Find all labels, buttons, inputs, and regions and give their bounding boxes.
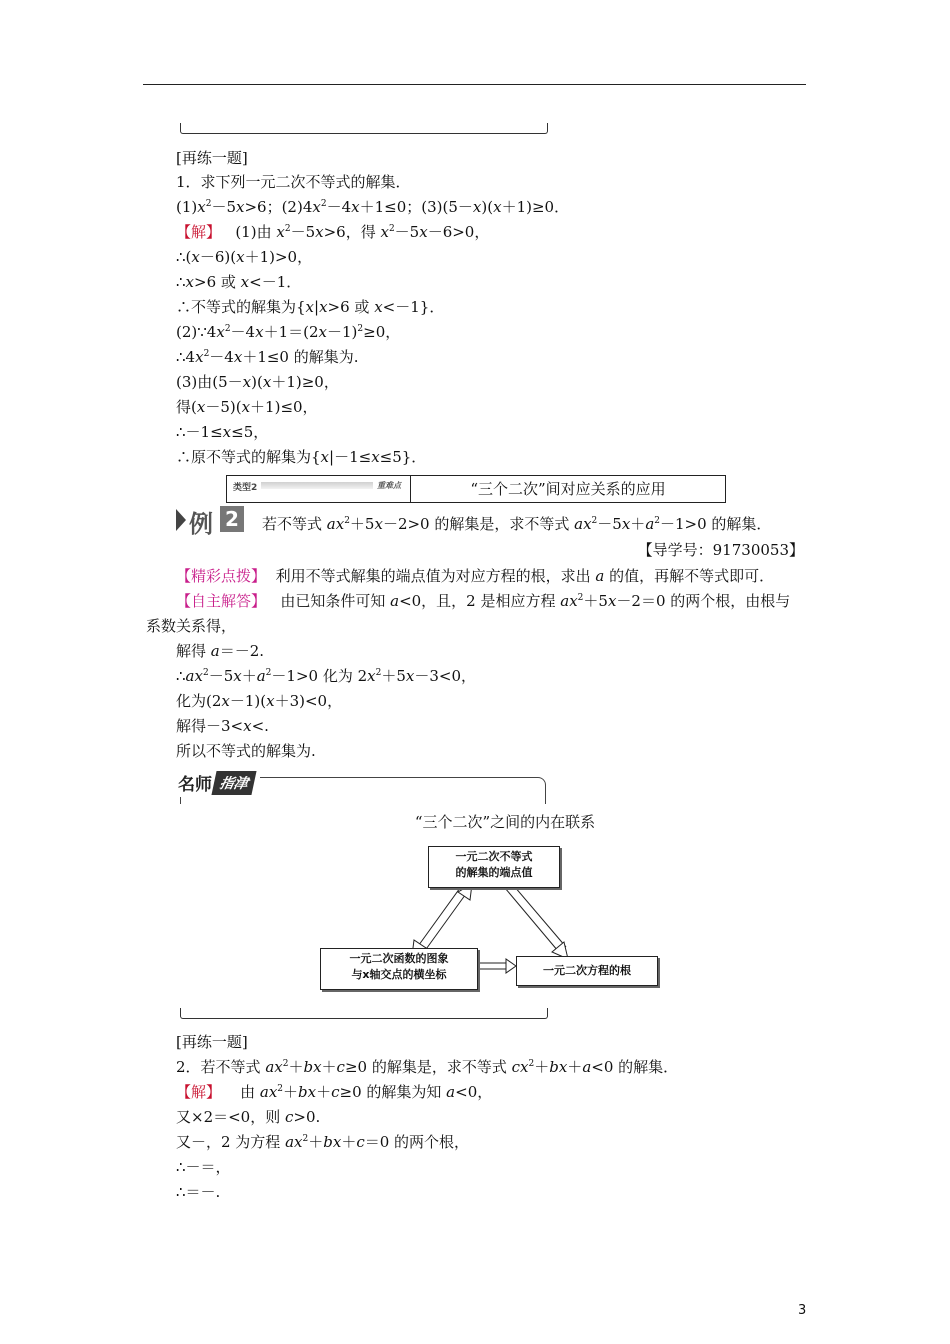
practice2-solution-3: 又－，2 为方程 $ax^2+bx+c=0$ 的两个根， <box>176 1133 470 1151</box>
solution-line-1: 【解】 (1)由 $x^2-5x>6$，得 $x^2-5x-6>0$， <box>176 223 490 241</box>
answer-tag: 【自主解答】 <box>176 592 267 610</box>
type-tag: 类型2 <box>233 483 258 493</box>
solution-line-3: ∴x>6 或 x<－1． <box>176 273 302 291</box>
box-function-graph <box>320 948 478 990</box>
practice2-solution-tag: 【解】 <box>176 1083 222 1101</box>
type-tag-bar <box>261 482 373 489</box>
hint-tag: 【精彩点拨】 <box>176 567 267 585</box>
solution-line-9: ∴－1≤x≤5， <box>176 423 269 441</box>
box-left-line-2: 与x轴交点的横坐标 <box>351 968 447 981</box>
box-left-line-1: 一元二次函数的图象 <box>349 952 449 965</box>
example-badge-number: 2 <box>220 506 244 532</box>
answer-line-3: $\therefore ax^2-5x+a^2-1>0$ 化为 $2x^2+5x-3<0$， <box>176 667 477 685</box>
tips-header <box>180 773 546 803</box>
answer-line-6: 所以不等式的解集为. <box>176 742 316 760</box>
hint-line: 【精彩点拨】 利用不等式解集的端点值为对应方程的根，求出 a 的值，再解不等式即可． <box>176 567 775 585</box>
box-inequality-endpoints <box>428 846 560 888</box>
solution-line-10: ∴原不等式的解集为{x|－1≤x≤5}． <box>176 448 427 466</box>
box-top-line-1: 一元二次不等式 <box>455 850 533 863</box>
example-question: 若不等式 $ax^2+5x-2>0$ 的解集是，求不等式 $ax^2-5x+a^2-1>0$ 的解集． <box>262 515 772 533</box>
practice2-question: 2．若不等式 $ax^2+bx+c\ge 0$ 的解集是，求不等式 $cx^2+bx+a<0$ 的解集． <box>176 1058 679 1076</box>
type-section-header <box>226 475 726 503</box>
answer-line-2: 解得 a＝－2. <box>176 642 265 660</box>
solution-tag: 【解】 <box>176 223 222 241</box>
practice2-header: [再练一题] <box>176 1033 248 1051</box>
type-tag-level: 重难点 <box>377 481 401 490</box>
practice-header: [再练一题] <box>176 149 248 167</box>
arrow-left-line-2 <box>424 891 468 952</box>
example-badge <box>176 505 246 538</box>
practice-items: $(1)x^2-5x>6$；$(2)4x^2-4x+1\le 0$；(3)(5－x)(x＋1)≥0． <box>176 198 570 216</box>
answer-line-1: 【自主解答】 由已知条件可知 a<0，且，2 是相应方程 $ax^2+5x-2=0$ 的两个根，由根与 <box>176 592 791 610</box>
practice2-solution-2: 又×2＝<0，则 c>0. <box>176 1108 321 1126</box>
page-number: 3 <box>798 1303 807 1318</box>
header-rule <box>143 84 806 85</box>
tips-label <box>178 770 260 797</box>
box-equation-roots: 一元二次方程的根 <box>516 956 658 986</box>
practice2-solution-5: ∴＝－. <box>176 1183 221 1201</box>
guide-number: 【导学号：91730053】 <box>637 541 804 559</box>
answer-line-4: 化为(2x－1)(x＋3)<0， <box>176 692 343 710</box>
practice2-solution-1: 【解】 由 $ax^2+bx+c\ge 0$ 的解集为知 a<0， <box>176 1083 493 1101</box>
example-arrow-icon <box>176 509 186 531</box>
practice-question: 1．求下列一元二次不等式的解集． <box>176 173 411 191</box>
arrow-right-line-2 <box>514 886 566 947</box>
answer-line-1b: 系数关系得， <box>146 617 237 635</box>
tips-label-badge: 指津 <box>211 771 256 795</box>
solution-line-2: ∴(x－6)(x＋1)>0， <box>176 248 313 266</box>
solution-line-8: 得(x－5)(x＋1)≤0， <box>176 398 318 416</box>
solution-line-6: $\therefore 4x^2-4x+1\le 0$ 的解集为. <box>176 348 359 366</box>
example-badge-char: 例 <box>189 510 213 538</box>
practice2-solution-4: ∴－＝， <box>176 1158 231 1176</box>
relation-diagram <box>300 838 700 998</box>
arrow-left-line-1 <box>416 888 460 949</box>
box-top-line-2: 的解集的端点值 <box>455 866 533 879</box>
solution-line-5: $(2)\because 4x^2-4x+1=(2x-1)^2\ge 0$， <box>176 323 401 341</box>
type-section-tag-area <box>227 476 411 502</box>
section-bracket-bottom <box>180 1008 548 1019</box>
section-bracket-top <box>180 123 548 134</box>
type-section-title: “三个二次”间对应关系的应用 <box>470 480 666 498</box>
solution-line-4: ∴不等式的解集为{x|x>6 或 x<－1}． <box>176 298 445 316</box>
solution-line-7: (3)由(5－x)(x＋1)≥0， <box>176 373 339 391</box>
arrow-right-line-1 <box>505 888 558 951</box>
tips-label-main: 名师 <box>178 775 212 795</box>
arrow-bottom-head <box>506 959 516 973</box>
diagram-caption: “三个二次”之间的内在联系 <box>414 813 596 831</box>
answer-line-5: 解得－3<x<. <box>176 717 269 735</box>
